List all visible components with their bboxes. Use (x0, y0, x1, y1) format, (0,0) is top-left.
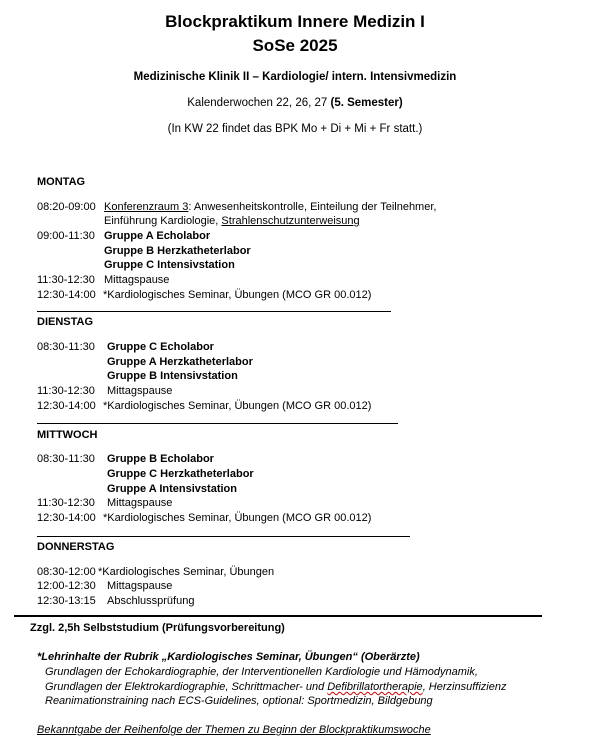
day-heading-tuesday: DIENSTAG (37, 316, 94, 328)
content-line: Reanimationstraining nach ECS-Guidelines, optional: Sportmedizin, Bildgebung (45, 695, 433, 707)
monday-row-1-text (104, 201, 436, 213)
activity: Mittagspause (104, 274, 170, 286)
time: 08:30-11:30 (37, 341, 95, 353)
activity: : Anwesenheitskontrolle, Einteilung der Teilnehmer, (188, 201, 437, 213)
time: 12:30-14:00 (37, 289, 96, 301)
group-assignment: Gruppe B Intensivstation (107, 370, 238, 382)
group-assignment: Gruppe A Intensivstation (107, 483, 237, 495)
time: 11:30-12:30 (37, 385, 95, 397)
time: 12:00-12:30 (37, 580, 96, 592)
activity: Einführung Kardiologie, (104, 215, 222, 227)
day-heading-monday: MONTAG (37, 176, 86, 188)
divider (37, 423, 398, 424)
time: 08:30-12:00 (37, 566, 96, 578)
semester-note: (5. Semester) (330, 97, 403, 109)
content-text: , Herzinsuffizienz (422, 681, 507, 693)
spellcheck-word: Defibrillatortherapie (327, 681, 423, 693)
time: 11:30-12:30 (37, 497, 95, 509)
time: 12:30-13:15 (37, 595, 96, 607)
announcement-note: Bekanntgabe der Reihenfolge der Themen zu Beginn der Blockpraktikumswoche (37, 724, 431, 736)
group-assignment: Gruppe C Echolabor (107, 341, 214, 353)
section-divider (14, 615, 542, 617)
clinic-subtitle: Medizinische Klinik II – Kardiologie/ intern. Intensivmedizin (133, 71, 457, 83)
content-line: Grundlagen der Echokardiographie, der Interventionellen Kardiologie und Hämodynamik, (45, 666, 478, 678)
activity: *Kardiologisches Seminar, Übungen (MCO GR 00.012) (103, 400, 372, 412)
day-heading-thursday: DONNERSTAG (37, 541, 115, 553)
content-line (45, 681, 506, 693)
group-assignment: Gruppe B Echolabor (107, 453, 214, 465)
calendar-weeks (0, 97, 590, 109)
day-heading-wednesday: MITTWOCH (37, 429, 98, 441)
time: 11:30-12:30 (37, 274, 95, 286)
activity: Mittagspause (107, 580, 173, 592)
activity: *Kardiologisches Seminar, Übungen (98, 566, 275, 578)
kw22-note: (In KW 22 findet das BPK Mo + Di + Mi + Fr statt.) (167, 123, 423, 135)
page-title: Blockpraktikum Innere Medizin I (165, 12, 425, 31)
time: 08:30-11:30 (37, 453, 95, 465)
time: 12:30-14:00 (37, 400, 96, 412)
activity: Mittagspause (107, 385, 173, 397)
time: 09:00-11:30 (37, 230, 95, 242)
self-study-note: Zzgl. 2,5h Selbststudium (Prüfungsvorbereitung) (30, 622, 285, 634)
content-heading: *Lehrinhalte der Rubrik „Kardiologisches Seminar, Übungen“ (Oberärzte) (37, 651, 420, 663)
activity: *Kardiologisches Seminar, Übungen (MCO GR 00.012) (103, 512, 372, 524)
group-assignment: Gruppe A Echolabor (104, 230, 211, 242)
time: 12:30-14:00 (37, 512, 96, 524)
group-assignment: Gruppe B Herzkatheterlabor (104, 245, 251, 257)
activity: Mittagspause (107, 497, 173, 509)
divider (37, 311, 391, 312)
time: 08:20-09:00 (37, 201, 96, 213)
content-text: Grundlagen der Elektrokardiographie, Schrittmacher- und (45, 681, 328, 693)
divider (37, 536, 410, 537)
semester-title: SoSe 2025 (252, 36, 338, 55)
monday-row-1 (37, 201, 96, 213)
activity: Abschlussprüfung (107, 595, 195, 607)
group-assignment: Gruppe A Herzkatheterlabor (107, 356, 253, 368)
calendar-weeks-text: Kalenderwochen 22, 26, 27 (187, 97, 331, 109)
group-assignment: Gruppe C Herzkatheterlabor (107, 468, 254, 480)
activity: *Kardiologisches Seminar, Übungen (MCO GR 00.012) (103, 289, 372, 301)
radiation-safety: Strahlenschutzunterweisung (221, 215, 360, 227)
room-name: Konferenzraum 3 (104, 201, 189, 213)
monday-row-1-line2 (104, 215, 360, 227)
group-assignment: Gruppe C Intensivstation (104, 259, 235, 271)
